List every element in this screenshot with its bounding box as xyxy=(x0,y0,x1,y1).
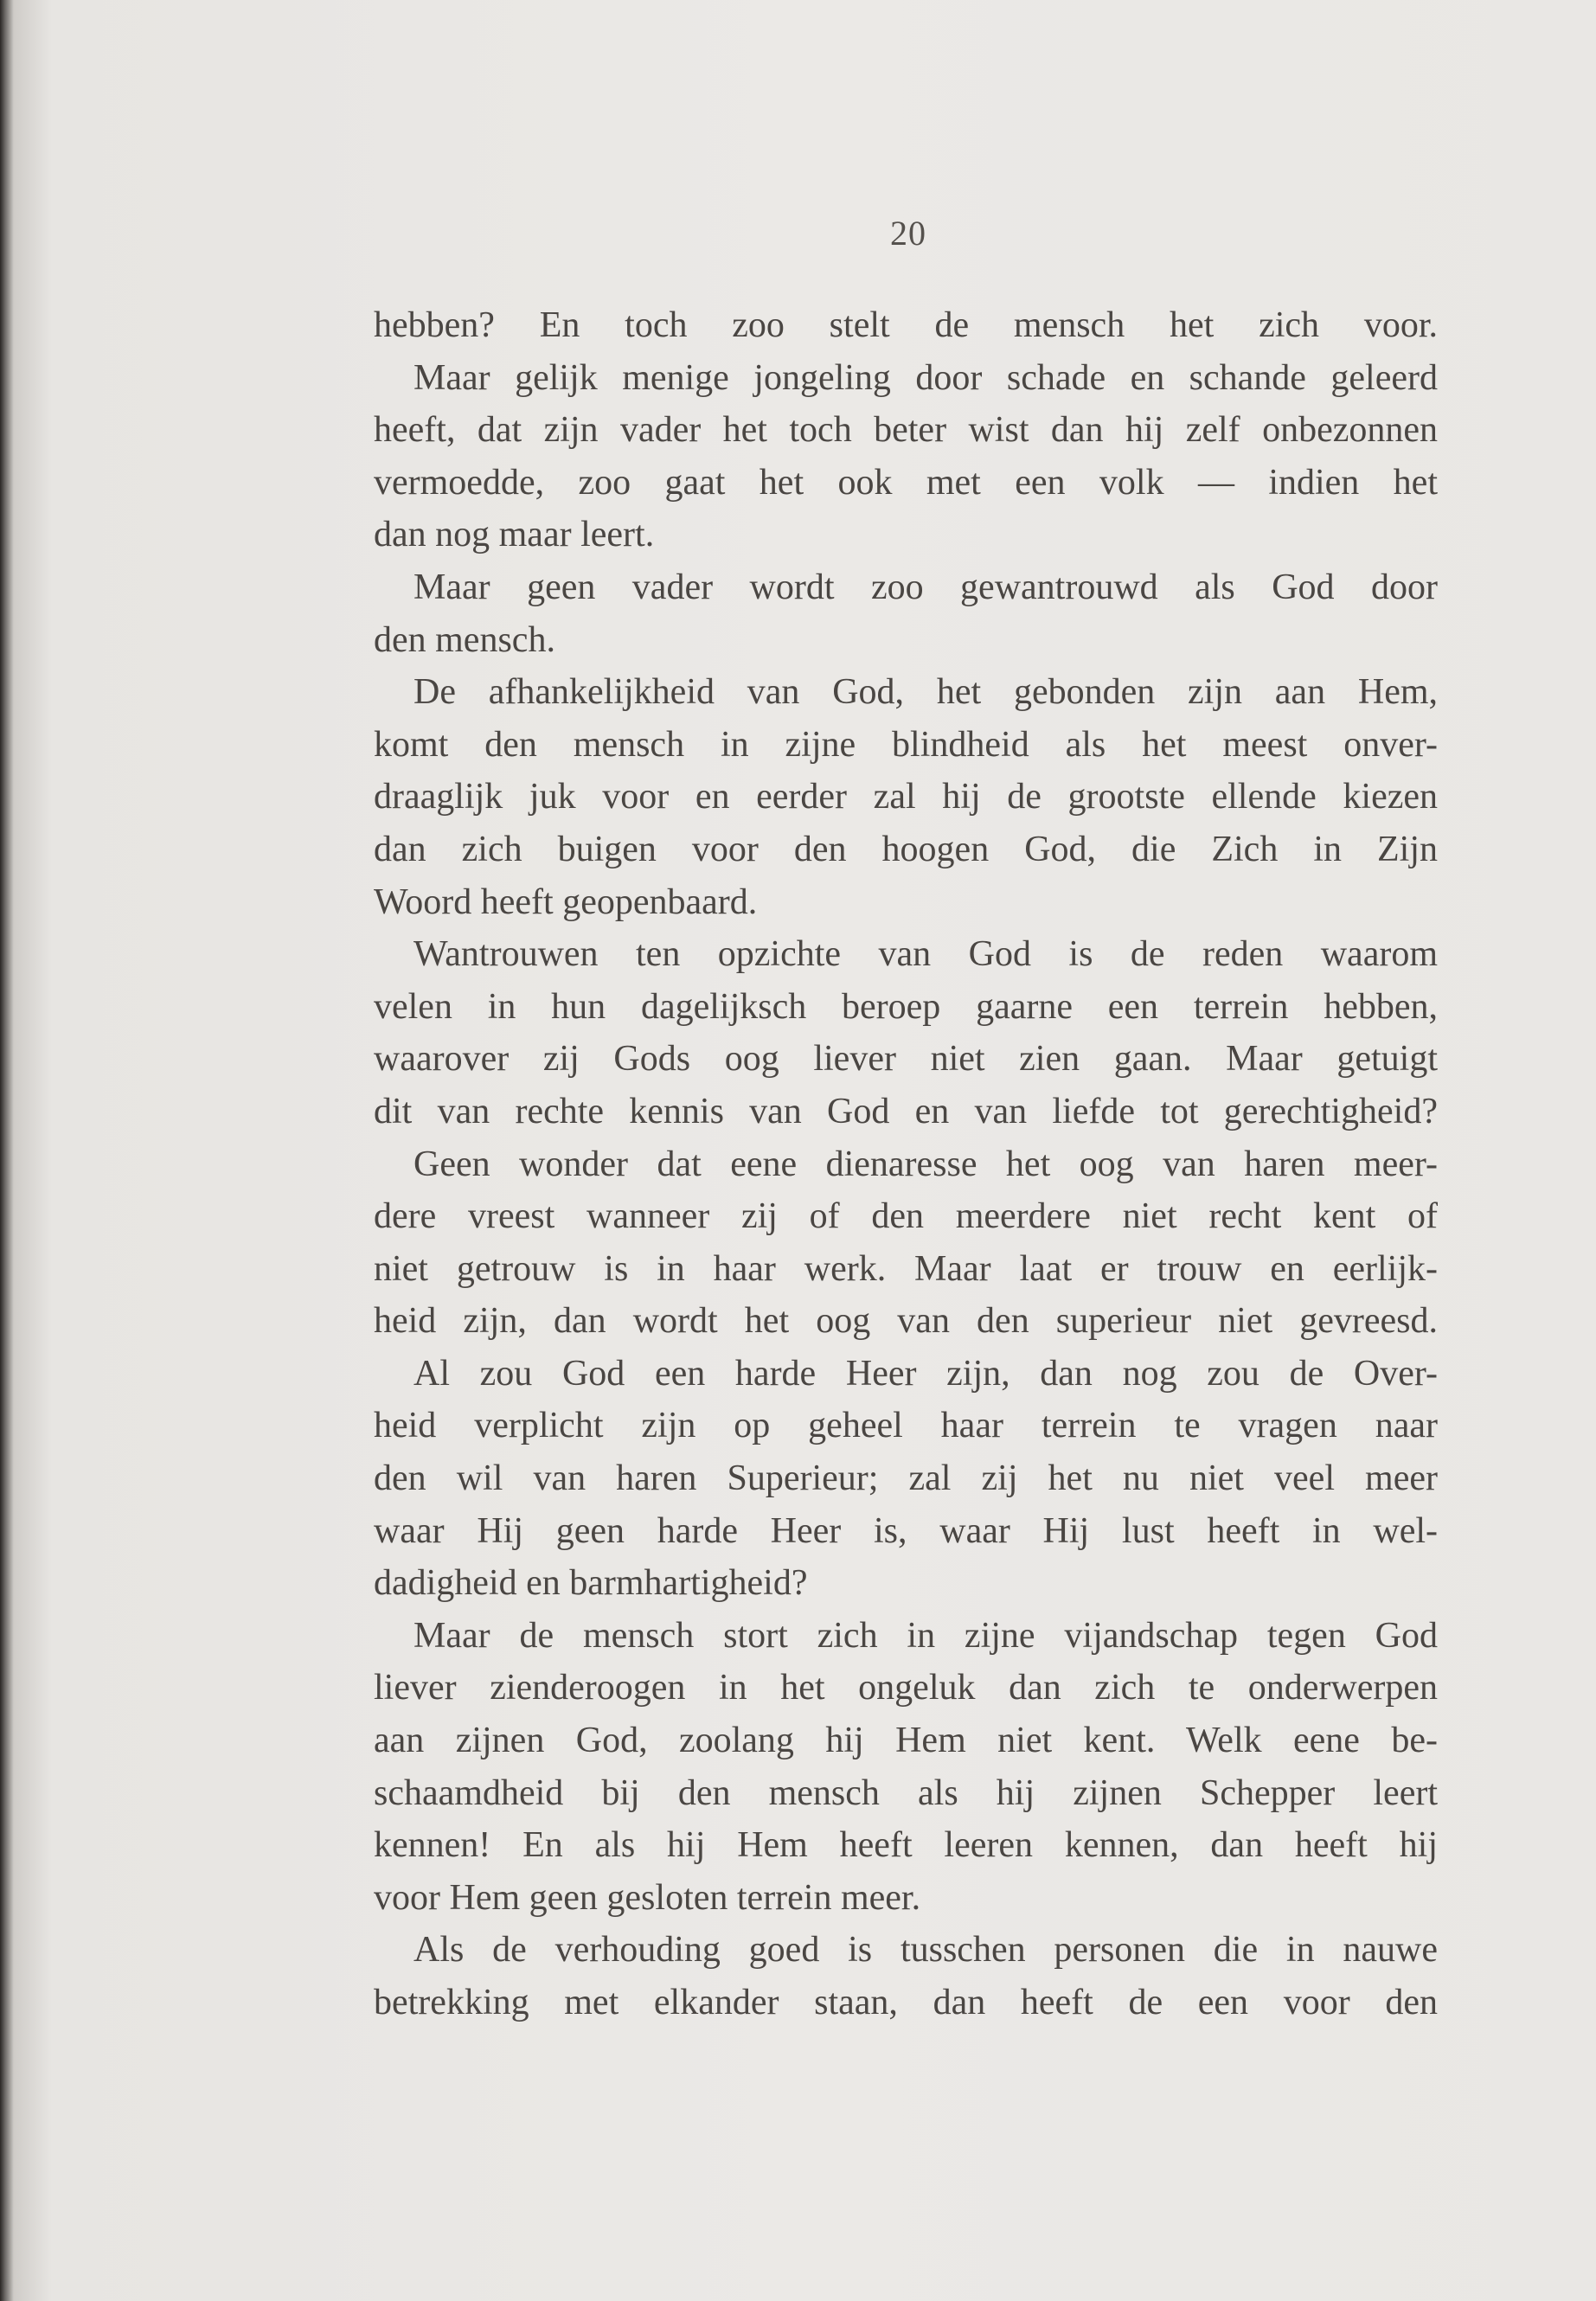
text-line: heeft, dat zijn vader het toch beter wist dan hij zelf onbezonnen xyxy=(374,410,1438,451)
text-line: dan zich buigen voor den hoogen God, die Zich in Zijn xyxy=(374,829,1438,869)
text-line: Geen wonder dat eene dienaresse het oog van haren meer- xyxy=(413,1144,1438,1184)
text-line: den mensch. xyxy=(374,619,555,660)
text-line: den wil van haren Superieur; zal zij het nu niet veel meer xyxy=(374,1458,1438,1499)
text-line: betrekking met elkander staan, dan heeft de een voor den xyxy=(374,1983,1438,2022)
text-line: Als de verhouding goed is tusschen personen die in nauwe xyxy=(413,1930,1438,1971)
text-line: Maar de mensch stort zich in zijne vijandschap tegen God xyxy=(413,1615,1438,1656)
text-line: De afhankelijkheid van God, het gebonden zijn aan Hem, xyxy=(413,672,1438,713)
text-line: waarover zij Gods oog liever niet zien gaan. Maar getuigt xyxy=(374,1039,1438,1080)
text-line: aan zijnen God, zoolang hij Hem niet kent. Welk eene be- xyxy=(374,1721,1438,1761)
text-line: waar Hij geen harde Heer is, waar Hij lust heeft in wel- xyxy=(374,1510,1438,1551)
text-line: heid verplicht zijn op geheel haar terrein te vragen naar xyxy=(374,1406,1438,1446)
text-line: voor Hem geen gesloten terrein meer. xyxy=(374,1877,921,1918)
text-line: dan nog maar leert. xyxy=(374,515,655,555)
text-line: Al zou God een harde Heer zijn, dan nog zou de Over- xyxy=(413,1353,1438,1394)
text-line: schaamdheid bij den mensch als hij zijnen Schepper leert xyxy=(374,1772,1438,1813)
text-line: Woord heeft geopenbaard. xyxy=(374,881,758,922)
body-text xyxy=(374,299,1438,2029)
text-line: komt den mensch in zijne blindheid als het meest onver- xyxy=(374,724,1438,765)
text-line: hebben? En toch zoo stelt de mensch het zich voor. xyxy=(374,305,1438,345)
text-line: Maar gelijk menige jongeling door schade en schande geleerd xyxy=(413,357,1438,398)
text-line: vermoedde, zoo gaat het ook met een volk — indien het xyxy=(374,462,1438,503)
text-line: Wantrouwen ten opzichte van God is de reden waarom xyxy=(413,934,1438,975)
text-line: dadigheid en barmhartigheid? xyxy=(374,1563,808,1604)
text-line: kennen! En als hij Hem heeft leeren kennen, dan heeft hij xyxy=(374,1825,1438,1866)
text-line: heid zijn, dan wordt het oog van den superieur niet gevreesd. xyxy=(374,1301,1438,1342)
text-line: velen in hun dagelijksch beroep gaarne een terrein hebben, xyxy=(374,986,1438,1027)
text-line: dere vreest wanneer zij of den meerdere niet recht kent of xyxy=(374,1196,1438,1237)
text-line: liever zienderoogen in het ongeluk dan zich te onderwerpen xyxy=(374,1668,1438,1708)
text-line: niet getrouw is in haar werk. Maar laat er trouw en eerlijk- xyxy=(374,1248,1438,1289)
text-line: draaglijk juk voor en eerder zal hij de grootste ellende kiezen xyxy=(374,777,1438,817)
page-number: 20 xyxy=(890,214,926,253)
text-line: Maar geen vader wordt zoo gewantrouwd als God door xyxy=(413,567,1438,607)
text-line: dit van rechte kennis van God en van liefde tot gerechtigheid? xyxy=(374,1091,1438,1131)
